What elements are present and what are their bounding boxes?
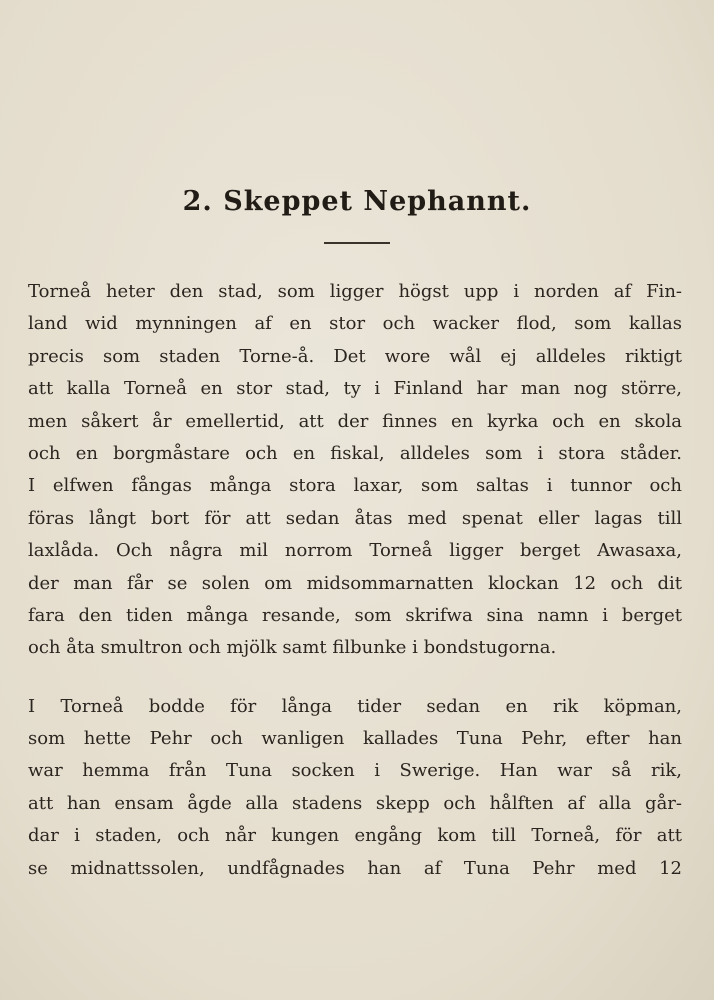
paragraph-2 <box>28 691 682 885</box>
text-line: I elfwen fångas många stora laxar, som saltas i tunnor och <box>28 475 682 497</box>
text-line: se midnattssolen, undfågnades han af Tuna Pehr med 12 <box>28 857 682 879</box>
text-line: I Torneå bodde för långa tider sedan en rik köpman, <box>28 695 682 717</box>
text-line: och en borgmåstare och en fiskal, alldeles som i stora ståder. <box>28 442 682 464</box>
text-line: dar i staden, och når kungen engång kom till Torneå, för att <box>28 825 682 847</box>
text-line: Torneå heter den stad, som ligger högst upp i norden af Fin- <box>28 281 682 302</box>
text-line: som hette Pehr och wanligen kallades Tuna Pehr, efter han <box>28 728 682 750</box>
text-line: och åta smultron och mjölk samt filbunke i bondstugorna. <box>28 637 557 659</box>
title-rule <box>324 242 390 244</box>
text-line: föras långt bort för att sedan åtas med spenat eller lagas till <box>28 507 682 529</box>
chapter-title: 2. Skeppet Nephannt. <box>182 186 532 217</box>
text-line: der man får se solen om midsommarnatten klockan 12 och dit <box>28 572 682 594</box>
bleed-through-text <box>30 64 680 92</box>
text-line: men såkert år emellertid, att der finnes en kyrka och en skola <box>28 410 682 432</box>
text-line: att kalla Torneå en stor stad, ty i Finland har man nog större, <box>28 378 682 400</box>
text-line: laxlåda. Och några mil norrom Torneå ligger berget Awasaxa, <box>28 540 682 562</box>
text-line: war hemma från Tuna socken i Swerige. Han war så rik, <box>28 760 682 782</box>
text-line: precis som staden Torne-å. Det wore wål ej alldeles riktigt <box>28 345 682 367</box>
text-line: land wid mynningen af en stor och wacker flod, som kallas <box>28 313 682 335</box>
text-line: fara den tiden många resande, som skrifwa sina namn i berget <box>28 604 682 626</box>
text-line: att han ensam ågde alla stadens skepp och hålften af alla går- <box>28 792 682 814</box>
body-text <box>28 276 682 885</box>
paragraph-1 <box>28 276 682 665</box>
